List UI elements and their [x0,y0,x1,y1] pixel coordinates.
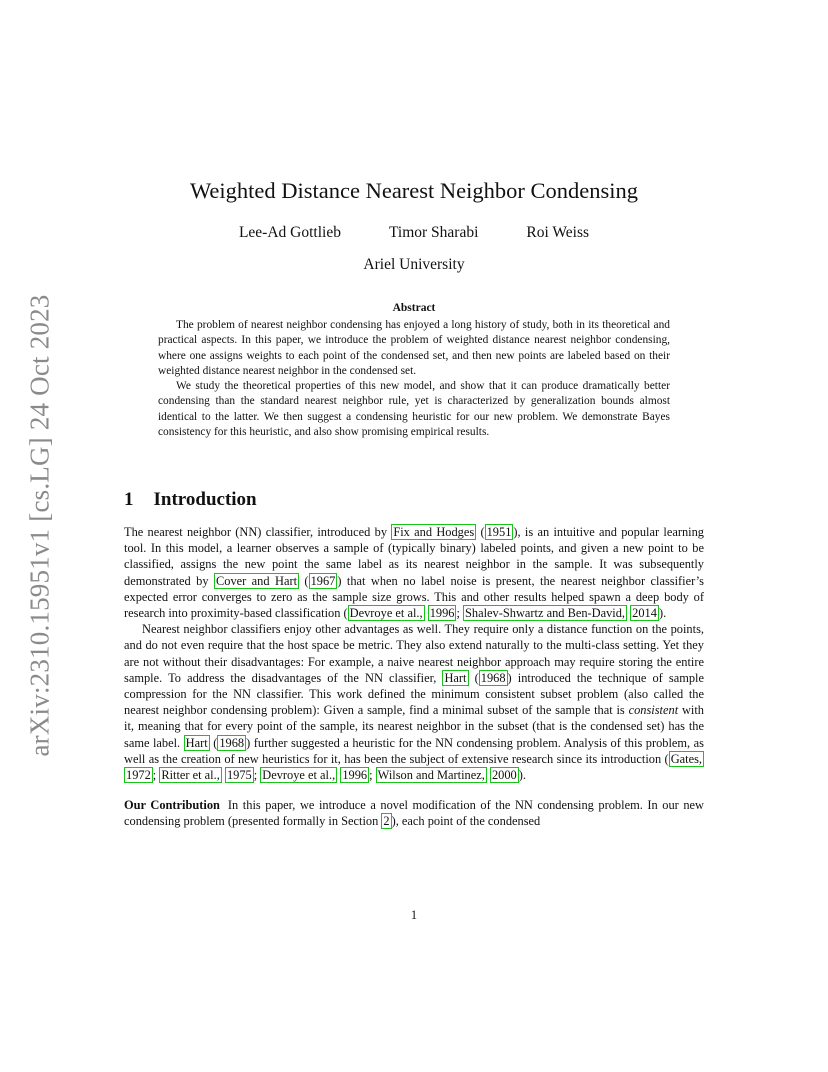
section-number: 1 [124,489,134,510]
citation-link-ritter[interactable]: Ritter et al., [161,768,220,783]
citation-link-hart-year[interactable]: 1968 [480,670,506,685]
citation-link-devroye-year[interactable]: 1996 [429,606,455,621]
run-in-heading-our-contribution: Our Contribution [124,798,220,813]
text-run: ), each point of the condensed [391,814,541,829]
text-run: with it, meaning that for every point of the sample, its nearest neighbor in the subset (that is the condensed set) has the same label. [124,703,704,750]
author-list [0,224,828,242]
abstract-paragraph-1: The problem of nearest neighbor condensing has enjoyed a long history of study, both in its theoretical and practical aspects. In this paper, we introduce the problem of weighted distance nearest neighbor condensing, where one assigns weights to each point of the condensed set, and then new points are labeled based on their weighted distance nearest neighbor in the condensed set. [158,319,670,377]
author-2: Timor Sharabi [388,224,479,241]
text-run: ( [476,525,485,539]
text-run: The nearest neighbor (NN) classifier, introduced by [124,525,392,539]
text-run: Nearest neighbor classifiers enjoy other advantages as well. They require only a distance function on the points, and do not even require that the host space be metric. They also extend naturally to the multi-class setting. Yet they are not without their disadvantages: For example, a naive nearest neighbor approach may require storing the entire sample. To address the disadvantages of the NN classifier, [124,622,704,685]
text-run: ; [456,606,464,621]
citation-link-hart-2-year[interactable]: 1968 [219,735,245,750]
text-run: ) introduced the technique of sample compression for the NN classifier. This work defined the minimum consistent subset problem (also called the nearest neighbor condensing problem): Given a sample, find a minimal subset of the sample that is [124,670,704,718]
citation-link-gates[interactable]: Gates, [670,751,702,766]
section-reference-link[interactable]: 2 [383,814,390,829]
paper-title: Weighted Distance Nearest Neighbor Condensing [189,178,639,203]
text-run: ; [253,768,261,783]
introduction-body [124,524,704,830]
page-number: 1 [410,908,418,922]
text-run: ( [468,670,479,685]
citation-link-wilson-martinez[interactable]: Wilson and Martinez, [377,768,485,783]
text-run: ; [369,768,376,783]
citation-link-cover-hart-year[interactable]: 1967 [310,573,336,588]
abstract-heading: Abstract [392,302,436,314]
author-3: Roi Weiss [526,224,590,241]
text-run: ) that when no label noise is present, the nearest neighbor classifier’s expected error converges to zero as the sample size grows. This and other results helped spawn a deep body of research into proximity-based classification ( [124,573,704,621]
section-heading-introduction [124,489,257,511]
citation-link-wilson-martinez-year[interactable]: 2000 [491,768,517,783]
our-contribution-paragraph [124,797,704,829]
text-run: In this paper, we introduce a novel modification of the NN condensing problem. In our new condensing problem (presented formally in Section [124,798,704,829]
abstract-block [158,302,670,440]
affiliation: Ariel University [363,256,465,273]
citation-link-shalev-shwartz[interactable]: Shalev-Shwartz and Ben-David, [465,606,626,621]
citation-link-ritter-year[interactable]: 1975 [226,768,252,783]
intro-paragraph-2 [124,621,704,783]
emphasis-consistent: consistent [628,703,679,718]
text-run: ; [152,768,160,783]
text-run: ). [518,768,526,783]
arxiv-identifier-stamp [20,290,60,760]
citation-link-devroye[interactable]: Devroye et al., [349,606,423,621]
citation-link-fix-hodges[interactable]: Fix and Hodges [393,525,475,539]
text-run: ( [299,573,309,588]
citation-link-devroye-2-year[interactable]: 1996 [342,768,368,783]
arxiv-stamp-text: arXiv:2310.15951v1 [cs.LG] 24 Oct 2023 [24,293,55,757]
citation-link-gates-year[interactable]: 1972 [126,768,151,783]
section-title: Introduction [153,489,257,510]
text-run: ), is an intuitive and popular learning tool. In this model, a learner observes a sample of (typically binary) labeled points, and given a new point to be classified, assigns the new point the same label as its nearest neighbor in the sample. It was subsequently demonstrated by [124,525,704,588]
intro-paragraph-1 [124,524,704,621]
author-1: Lee-Ad Gottlieb [238,224,341,241]
text-run: ). [658,606,667,621]
citation-link-devroye-2[interactable]: Devroye et al., [262,768,336,783]
citation-link-cover-hart[interactable]: Cover and Hart [215,573,298,588]
text-run: ( [209,735,218,750]
citation-link-fix-hodges-year[interactable]: 1951 [486,525,512,539]
abstract-paragraph-2: We study the theoretical properties of this new model, and show that it can produce dramatically better condensing than the standard nearest neighbor rule, yet is characterized by generalization bounds almost identical to the latter. We then suggest a condensing heuristic for our new problem. We demonstrate Bayes consistency for this heuristic, and also show promising empirical results. [158,380,670,439]
citation-link-hart-2[interactable]: Hart [185,735,208,750]
text-run: ) further suggested a heuristic for the NN condensing problem. Analysis of this problem, as well as the creation of new heuristics for it, has been the subject of extensive research since its introduction ( [124,735,704,766]
citation-link-hart[interactable]: Hart [444,670,467,685]
citation-link-shalev-shwartz-year[interactable]: 2014 [632,606,657,621]
